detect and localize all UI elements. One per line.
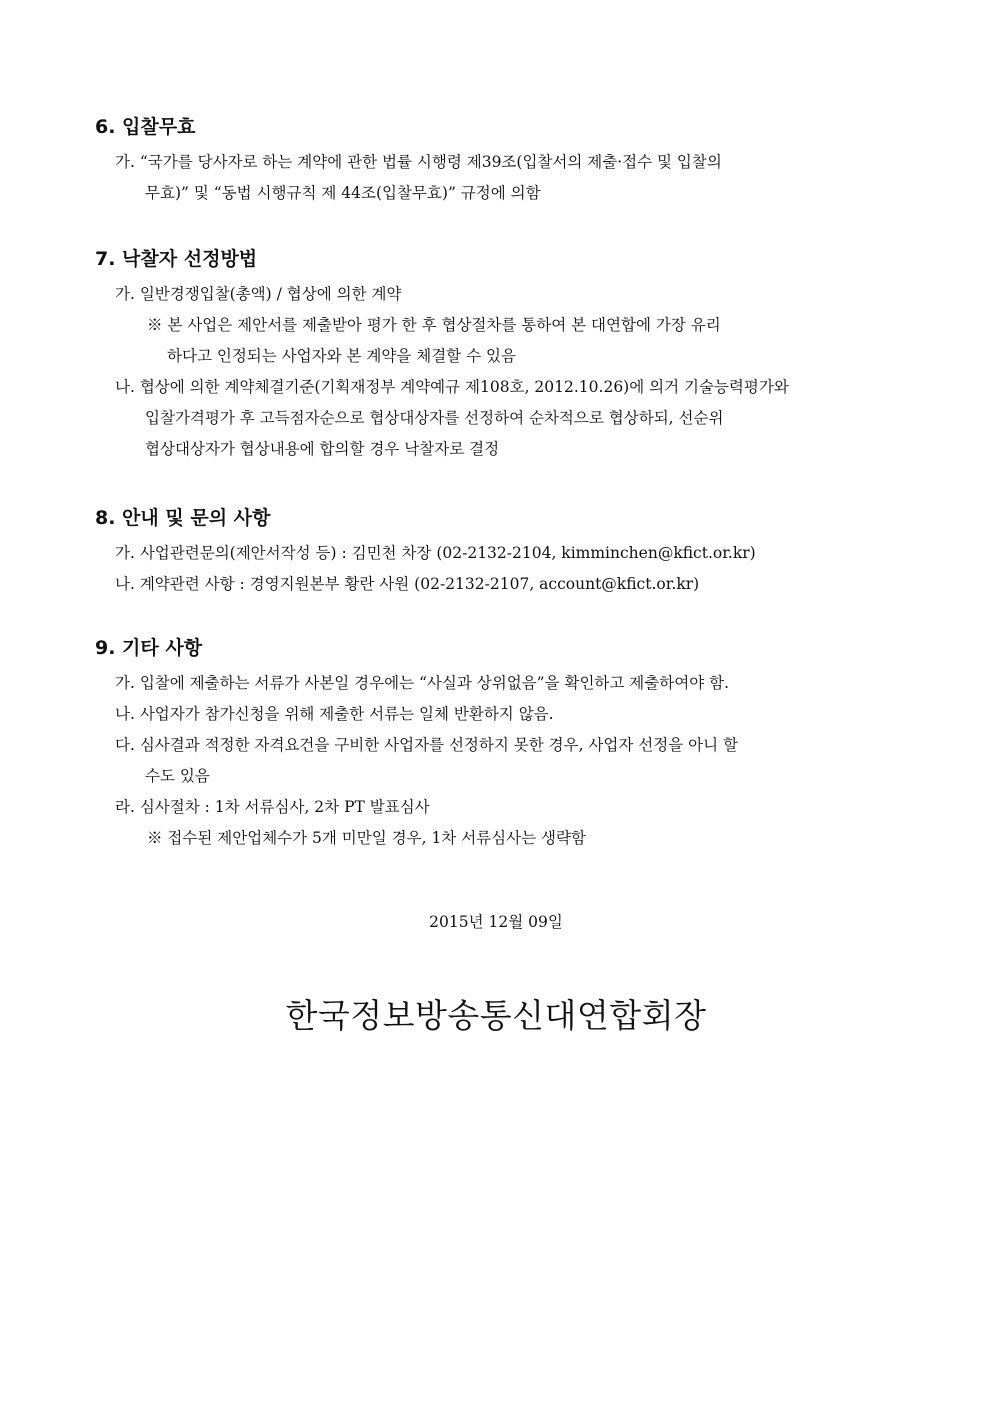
item-line: 가. 일반경쟁입찰(총액) / 협상에 의한 계약 [115, 285, 402, 303]
section-7 [95, 247, 905, 465]
item-line: 라. 심사절차 : 1차 서류심사, 2차 PT 발표심사 [115, 798, 430, 816]
item-line: 입찰가격평가 후 고득점자순으로 협상대상자를 선정하여 순차적으로 협상하되, 선순위 [145, 409, 724, 427]
section-6 [95, 115, 905, 209]
section-9 [95, 636, 905, 854]
item-line: ※ 본 사업은 제안서를 제출받아 평가 한 후 협상절차를 통하여 본 대연합에 가장 유리 [147, 316, 721, 334]
item-line: 가. “국가를 당사자로 하는 계약에 관한 법률 시행령 제39조(입찰서의 제출·접수 및 입찰의 [115, 153, 722, 171]
section-heading: 9. 기타 사항 [95, 637, 203, 659]
item-line: 무효)” 및 “동법 시행규칙 제 44조(입찰무효)” 규정에 의함 [145, 184, 541, 202]
item-line: 수도 있음 [145, 767, 210, 785]
document-date: 2015년 12월 09일 [429, 913, 563, 931]
item-line: 나. 협상에 의한 계약체결기준(기획재정부 계약예규 제108호, 2012.10.26)에 의거 기술능력평가와 [115, 378, 789, 396]
item-line: 가. 사업관련문의(제안서작성 등) : 김민천 차장 (02-2132-2104, kimminchen@kfict.or.kr) [115, 544, 756, 562]
organization-signature: 한국정보방송통신대연합회장 [285, 996, 707, 1035]
item-line: 나. 계약관련 사항 : 경영지원본부 황란 사원 (02-2132-2107, account@kfict.or.kr) [115, 575, 700, 593]
item-line: 다. 심사결과 적정한 자격요건을 구비한 사업자를 선정하지 못한 경우, 사업자 선정을 아니 할 [115, 736, 738, 754]
section-heading: 8. 안내 및 문의 사항 [95, 507, 271, 529]
section-8 [95, 506, 905, 600]
item-line: 하다고 인정되는 사업자와 본 계약을 체결할 수 있음 [167, 347, 516, 365]
item-line: 협상대상자가 협상내용에 합의할 경우 낙찰자로 결정 [145, 440, 500, 458]
section-heading: 7. 낙찰자 선정방법 [95, 248, 258, 270]
item-line: ※ 접수된 제안업체수가 5개 미만일 경우, 1차 서류심사는 생략함 [147, 829, 586, 847]
item-line: 가. 입찰에 제출하는 서류가 사본일 경우에는 “사실과 상위없음”을 확인하고 제출하여야 함. [115, 674, 730, 692]
section-heading: 6. 입찰무효 [95, 116, 196, 138]
item-line: 나. 사업자가 참가신청을 위해 제출한 서류는 일체 반환하지 않음. [115, 705, 554, 723]
